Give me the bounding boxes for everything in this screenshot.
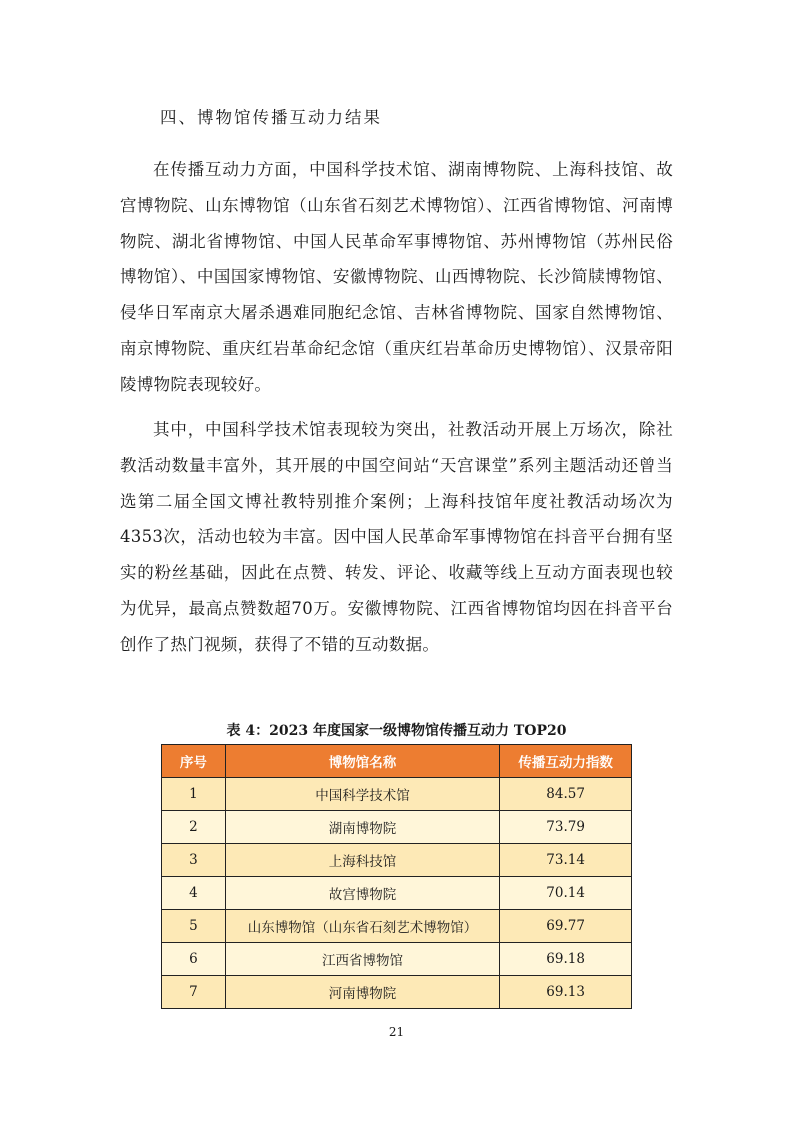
rank-cell: 6: [162, 943, 226, 976]
rank-cell: 5: [162, 910, 226, 943]
museum-name-cell: 河南博物院: [225, 976, 499, 1009]
section-heading: 四、博物馆传播互动力结果: [160, 108, 382, 127]
index-cell: 73.79: [500, 811, 632, 844]
index-cell: 69.77: [500, 910, 632, 943]
ranking-table: [161, 744, 632, 1009]
header-rank: 序号: [162, 745, 226, 778]
rank-cell: 1: [162, 778, 226, 811]
table-row: [162, 844, 632, 877]
index-cell: 69.13: [500, 976, 632, 1009]
header-index: 传播互动力指数: [500, 745, 632, 778]
rank-cell: 2: [162, 811, 226, 844]
rank-cell: 3: [162, 844, 226, 877]
index-cell: 84.57: [500, 778, 632, 811]
paragraph-overview: 在传播互动力方面，中国科学技术馆、湖南博物院、上海科技馆、故宫博物院、山东博物馆（山东省石刻艺术博物馆）、江西省博物馆、河南博物院、湖北省博物馆、中国人民革命军事博物馆、苏州博物馆（苏州民俗博物馆）、中国国家博物馆、安徽博物院、山西博物院、长沙简牍博物馆、侵华日军南京大屠杀遇难同胞纪念馆、吉林省博物院、国家自然博物馆、南京博物院、重庆红岩革命纪念馆（重庆红岩革命历史博物馆）、汉景帝阳陵博物院表现较好。: [120, 160, 673, 394]
rank-cell: 7: [162, 976, 226, 1009]
table-row: [162, 943, 632, 976]
table-header-row: [162, 745, 632, 778]
museum-name-cell: 上海科技馆: [225, 844, 499, 877]
index-cell: 69.18: [500, 943, 632, 976]
museum-name-cell: 中国科学技术馆: [225, 778, 499, 811]
table-row: [162, 778, 632, 811]
table-row: [162, 910, 632, 943]
museum-name-cell: 湖南博物院: [225, 811, 499, 844]
paragraph-details: 其中，中国科学技术馆表现较为突出，社教活动开展上万场次，除社教活动数量丰富外，其开展的中国空间站“天宫课堂”系列主题活动还曾当选第二届全国文博社教特别推介案例；上海科技馆年度社教活动场次为4353次，活动也较为丰富。因中国人民革命军事博物馆在抖音平台拥有坚实的粉丝基础，因此在点赞、转发、评论、收藏等线上互动方面表现也较为优异，最高点赞数超70万。安徽博物院、江西省博物馆均因在抖音平台创作了热门视频，获得了不错的互动数据。: [120, 420, 673, 654]
table-row: [162, 811, 632, 844]
museum-name-cell: 江西省博物馆: [225, 943, 499, 976]
table-row: [162, 877, 632, 910]
table-caption: 表 4：2023 年度国家一级博物馆传播互动力 TOP20: [226, 723, 567, 739]
index-cell: 70.14: [500, 877, 632, 910]
header-museum-name: 博物馆名称: [225, 745, 499, 778]
rank-cell: 4: [162, 877, 226, 910]
page-number: 21: [388, 1025, 405, 1039]
museum-name-cell: 故宫博物院: [225, 877, 499, 910]
index-cell: 73.14: [500, 844, 632, 877]
table-row: [162, 976, 632, 1009]
museum-name-cell: 山东博物馆（山东省石刻艺术博物馆）: [225, 910, 499, 943]
